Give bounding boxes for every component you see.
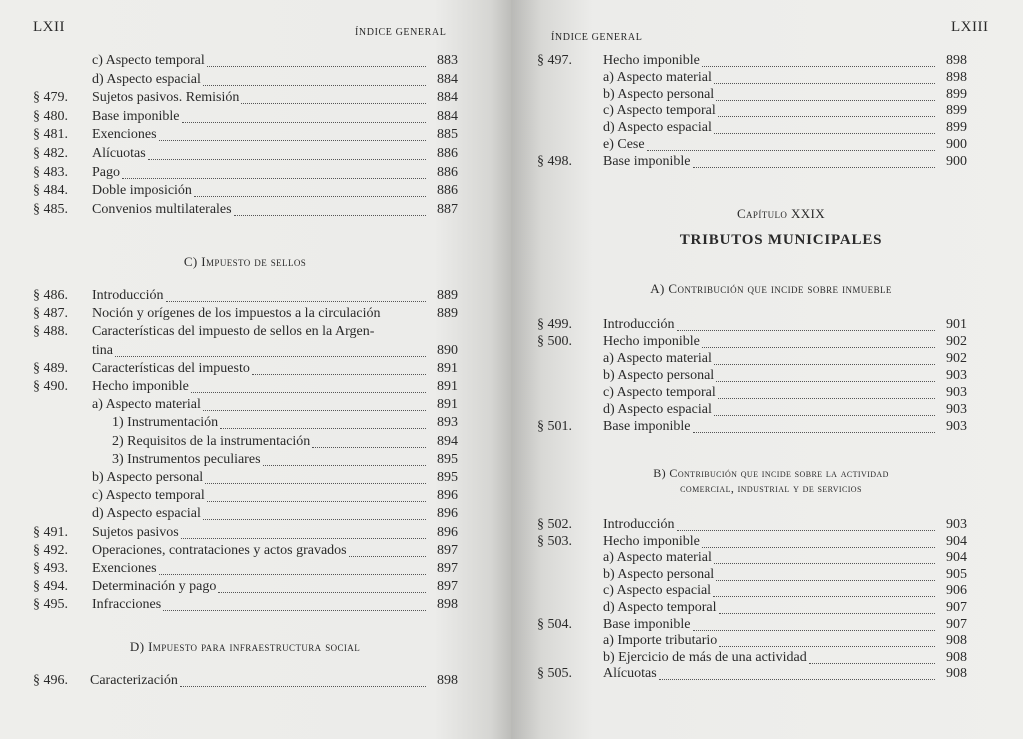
toc-entry-title: b) Aspecto personal: [603, 566, 715, 582]
toc-page-number: 885: [437, 127, 458, 143]
toc-leader-dots: [148, 158, 426, 160]
toc-entry-title: c) Aspecto temporal: [603, 385, 716, 400]
toc-entry-title: e) Cese: [603, 137, 645, 152]
toc-leader-dots: [718, 397, 935, 399]
toc-page-number: 891: [437, 397, 458, 413]
toc-entry-title: Alícuotas: [603, 666, 657, 682]
section-b-title-line2: comercial, industrial y de servicios: [680, 481, 862, 495]
toc-leader-dots: [702, 65, 935, 67]
toc-leader-dots: [207, 500, 426, 502]
toc-page-number: 898: [437, 673, 458, 688]
toc-leader-dots: [182, 121, 427, 123]
toc-leader-dots: [693, 431, 936, 433]
toc-entry: [603, 402, 967, 418]
toc-entry: [603, 385, 967, 401]
toc-entry: [603, 600, 967, 616]
toc-entry: [92, 506, 458, 522]
toc-entry: [603, 351, 967, 367]
toc-entry-title: d) Aspecto temporal: [603, 600, 717, 615]
toc-entry-title: d) Aspecto espacial: [603, 120, 712, 136]
toc-entry-title: Alícuotas: [92, 146, 146, 161]
toc-entry-title: Introducción: [92, 288, 164, 303]
section-c-heading: [0, 254, 490, 270]
toc-entry: [92, 53, 458, 69]
toc-entry-title: Operaciones, contrataciones y actos gravados: [92, 542, 347, 558]
toc-page-number: 904: [946, 550, 967, 566]
toc-leader-dots: [693, 166, 936, 168]
toc-leader-dots: [702, 346, 935, 348]
toc-entry-title: 1) Instrumentación: [112, 415, 219, 431]
toc-page-number: 894: [437, 433, 458, 449]
toc-entry-title: Exenciones: [92, 127, 157, 143]
toc-page-number: 907: [946, 616, 967, 632]
toc-section-number: § 491.: [33, 524, 68, 540]
toc-entry-title: c) Aspecto temporal: [92, 488, 205, 504]
toc-page-number: 896: [437, 506, 458, 522]
toc-leader-dots: [349, 555, 426, 557]
toc-entry-title: Base imponible: [92, 108, 180, 124]
toc-page-number: 884: [437, 90, 458, 106]
toc-section-number: § 485.: [33, 201, 68, 217]
toc-page-number: 903: [946, 368, 967, 383]
toc-page-number: 891: [437, 360, 458, 376]
toc-leader-dots: [180, 685, 426, 687]
toc-leader-dots: [166, 300, 426, 302]
section-d-heading: [0, 639, 490, 655]
toc-leader-dots: [677, 329, 935, 331]
toc-entry: [603, 137, 967, 153]
toc-page-number: 903: [946, 517, 967, 532]
toc-page-number: 886: [437, 183, 458, 199]
toc-leader-dots: [115, 355, 426, 357]
toc-entry: [603, 103, 967, 119]
toc-entry: [33, 164, 458, 181]
toc-page-number: 900: [946, 137, 967, 152]
toc-leader-dots: [159, 139, 426, 141]
toc-page-number: 907: [946, 600, 967, 615]
toc-entry: [33, 183, 458, 199]
section-b-heading: [606, 466, 936, 496]
toc-page-number: 905: [946, 566, 967, 582]
toc-page-number: 896: [437, 524, 458, 540]
toc-section-number: § 499.: [537, 317, 572, 332]
toc-leader-dots: [263, 464, 426, 466]
toc-entry-title: a) Aspecto material: [92, 397, 201, 413]
toc-leader-dots: [809, 662, 935, 664]
toc-page-number: 883: [437, 53, 458, 68]
toc-entry-title: d) Aspecto espacial: [92, 506, 201, 522]
toc-leader-dots: [159, 573, 426, 575]
toc-section-number: § 480.: [33, 108, 68, 124]
toc-section-number: § 496.: [33, 673, 68, 688]
toc-section-number: § 483.: [33, 164, 68, 180]
toc-entry: [33, 201, 458, 218]
toc-entry-title: Pago: [92, 164, 120, 180]
toc-entry: [603, 583, 967, 599]
toc-entry: [33, 324, 458, 340]
toc-page-number: 891: [437, 379, 458, 394]
toc-leader-dots: [163, 609, 426, 611]
section-a-title: A) Contribución que incide sobre inmueble: [650, 281, 892, 296]
toc-entry: [33, 673, 458, 689]
toc-entry-title: 3) Instrumentos peculiares: [112, 451, 261, 467]
toc-page-number: 887: [437, 201, 458, 217]
toc-page-number: 889: [437, 288, 458, 303]
toc-section-number: § 488.: [33, 324, 68, 340]
toc-entry-title: Introducción: [603, 517, 675, 532]
toc-entry-title: b) Aspecto personal: [603, 368, 715, 383]
toc-leader-dots: [194, 195, 426, 197]
toc-leader-dots: [718, 115, 935, 117]
chapter-title-text: TRIBUTOS MUNICIPALES: [679, 232, 883, 248]
toc-entry: [603, 120, 967, 136]
toc-entry: [603, 650, 967, 666]
toc-leader-dots: [218, 591, 426, 593]
toc-section-number: § 479.: [33, 90, 68, 106]
toc-entry-title: d) Aspecto espacial: [92, 71, 201, 87]
toc-page-number: 902: [946, 334, 967, 349]
right-folio: LXIII: [951, 19, 989, 35]
toc-entry: [33, 90, 458, 106]
toc-page-number: 903: [946, 385, 967, 400]
toc-entry-title: Exenciones: [92, 561, 157, 576]
right-page: [511, 0, 1023, 739]
toc-leader-dots: [714, 414, 935, 416]
toc-section-number: § 487.: [33, 306, 68, 322]
toc-entry-title: Sujetos pasivos. Remisión: [92, 90, 240, 106]
toc-page-number: 893: [437, 415, 458, 431]
toc-leader-dots: [122, 177, 426, 179]
toc-entry-title: a) Aspecto material: [603, 550, 712, 566]
toc-entry-title: Base imponible: [603, 153, 691, 169]
toc-page-number: 906: [946, 583, 967, 599]
toc-leader-dots: [693, 629, 936, 631]
toc-entry-title: c) Aspecto temporal: [603, 103, 716, 119]
toc-leader-dots: [714, 82, 935, 84]
toc-entry: [537, 53, 967, 69]
toc-entry: [33, 146, 458, 162]
section-d-title: D) Impuesto para infraestructura social: [129, 639, 361, 654]
toc-entry-title: Características del impuesto de sellos en la Argen-: [92, 324, 375, 340]
toc-leader-dots: [647, 149, 935, 151]
toc-entry: [603, 70, 967, 86]
toc-entry: [112, 452, 458, 468]
toc-section-number: § 486.: [33, 288, 68, 303]
toc-entry: [537, 334, 967, 350]
toc-leader-dots: [382, 319, 426, 320]
toc-section-number: § 494.: [33, 579, 68, 595]
toc-entry: [603, 633, 967, 649]
toc-entry-title: Hecho imponible: [603, 334, 700, 349]
toc-leader-dots: [312, 446, 426, 448]
toc-entry: [33, 561, 458, 577]
toc-leader-dots: [252, 373, 426, 375]
toc-section-number: § 505.: [537, 666, 572, 682]
toc-entry: [33, 597, 458, 613]
toc-page-number: 901: [946, 317, 967, 332]
toc-entry: [33, 360, 458, 377]
toc-entry: [537, 616, 967, 633]
toc-entry-title: Convenios multilaterales: [92, 201, 232, 217]
toc-entry-title: c) Aspecto espacial: [603, 583, 712, 599]
toc-entry: [92, 488, 458, 504]
toc-entry: [33, 127, 458, 143]
toc-page-number: 904: [946, 533, 967, 549]
toc-entry-title: Hecho imponible: [603, 533, 700, 549]
toc-entry-title: Introducción: [603, 317, 675, 332]
toc-page-number: 903: [946, 419, 967, 434]
toc-section-number: § 482.: [33, 146, 68, 161]
toc-section-number: § 490.: [33, 379, 68, 394]
toc-leader-dots: [719, 645, 935, 647]
toc-entry: [537, 317, 967, 333]
toc-section-number: § 502.: [537, 517, 572, 532]
left-running-title: ÍNDICE GENERAL: [355, 27, 447, 38]
toc-entry-title: Sujetos pasivos: [92, 524, 179, 540]
toc-leader-dots: [191, 391, 426, 393]
toc-leader-dots: [719, 612, 935, 614]
toc-leader-dots: [220, 427, 426, 429]
toc-page-number: 899: [946, 103, 967, 119]
toc-leader-dots: [659, 678, 935, 680]
toc-entry: [603, 550, 967, 566]
toc-leader-dots: [714, 132, 935, 134]
toc-entry: [112, 415, 458, 431]
toc-entry: [537, 153, 967, 170]
toc-page-number: 895: [437, 451, 458, 467]
toc-entry-title: a) Aspecto material: [603, 69, 712, 85]
toc-section-number: § 495.: [33, 597, 68, 613]
toc-entry-title: Hecho imponible: [603, 53, 700, 68]
toc-page-number: 884: [437, 108, 458, 124]
toc-entry-title: b) Aspecto personal: [92, 470, 204, 485]
toc-page-number: 886: [437, 164, 458, 180]
toc-page-number: 895: [437, 470, 458, 485]
toc-page-number: 889: [437, 306, 458, 322]
toc-page-number: 898: [946, 69, 967, 85]
toc-section-number: § 497.: [537, 53, 572, 68]
toc-leader-dots: [713, 595, 935, 597]
toc-entry-title: d) Aspecto espacial: [603, 402, 712, 417]
toc-leader-dots: [203, 84, 426, 86]
toc-entry-title: c) Aspecto temporal: [92, 53, 205, 68]
toc-entry: [33, 542, 458, 559]
toc-leader-dots: [203, 409, 426, 411]
toc-section-number: § 493.: [33, 561, 68, 576]
toc-entry: [603, 87, 967, 103]
chapter-label-text: Capítulo XXIX: [736, 206, 826, 221]
toc-entry-title: Noción y orígenes de los impuestos a la circulación: [92, 306, 381, 322]
toc-entry-title: Base imponible: [603, 616, 691, 632]
section-b-title-line1: B) Contribución que incide sobre la actividad: [653, 466, 889, 480]
toc-leader-dots: [205, 482, 426, 484]
toc-entry-title: Hecho imponible: [92, 379, 189, 394]
toc-page-number: 898: [946, 53, 967, 68]
toc-entry: [537, 517, 967, 533]
toc-entry: [92, 470, 458, 486]
toc-leader-dots: [716, 380, 935, 382]
toc-entry: [112, 434, 458, 450]
section-a-heading: [601, 281, 941, 297]
toc-leader-dots: [207, 65, 426, 67]
toc-entry-title: Caracterización: [90, 673, 178, 688]
toc-leader-dots: [241, 102, 426, 104]
toc-entry-title: a) Aspecto material: [603, 351, 712, 366]
toc-page-number: 908: [946, 633, 967, 649]
toc-section-number: § 489.: [33, 360, 68, 376]
toc-entry: [603, 567, 967, 583]
toc-entry: [33, 108, 458, 125]
toc-leader-dots: [181, 537, 426, 539]
toc-leader-dots: [677, 529, 935, 531]
toc-leader-dots: [716, 579, 935, 581]
toc-page-number: 898: [437, 597, 458, 613]
toc-page-number: 908: [946, 649, 967, 665]
toc-entry-title: b) Aspecto personal: [603, 86, 715, 102]
toc-section-number: § 481.: [33, 127, 68, 143]
toc-leader-dots: [714, 363, 935, 365]
toc-page-number: 897: [437, 542, 458, 558]
toc-entry: [33, 288, 458, 304]
toc-leader-dots: [716, 99, 935, 101]
toc-page-number: 897: [437, 579, 458, 595]
toc-section-number: § 484.: [33, 183, 68, 199]
toc-entry-title: Determinación y pago: [92, 579, 217, 595]
toc-leader-dots: [702, 546, 935, 548]
toc-entry-title: a) Importe tributario: [603, 633, 718, 649]
toc-entry: [603, 368, 967, 384]
toc-entry: [33, 379, 458, 395]
toc-section-number: § 498.: [537, 153, 572, 169]
toc-section-number: § 500.: [537, 334, 572, 349]
toc-leader-dots: [376, 337, 426, 338]
toc-entry-title: b) Ejercicio de más de una actividad: [603, 649, 807, 665]
right-running-title: ÍNDICE GENERAL: [551, 32, 643, 43]
toc-entry: [537, 533, 967, 550]
toc-entry: [92, 343, 458, 359]
toc-entry: [33, 306, 458, 322]
toc-page-number: 899: [946, 86, 967, 102]
toc-page-number: 900: [946, 153, 967, 169]
toc-section-number: § 504.: [537, 616, 572, 632]
chapter-label: [641, 206, 921, 222]
toc-page-number: 884: [437, 71, 458, 87]
toc-page-number: 899: [946, 120, 967, 136]
section-c-title: C) Impuesto de sellos: [183, 254, 307, 269]
left-folio: LXII: [33, 19, 65, 35]
toc-entry-title: Características del impuesto: [92, 360, 250, 376]
toc-page-number: 886: [437, 146, 458, 161]
toc-page-number: 897: [437, 561, 458, 576]
toc-entry: [33, 524, 458, 541]
toc-entry-title: Infracciones: [92, 597, 162, 613]
toc-entry: [92, 397, 458, 413]
left-page: [0, 0, 511, 739]
chapter-title: [641, 232, 921, 249]
toc-page-number: 902: [946, 351, 967, 366]
toc-entry: [537, 666, 967, 682]
toc-entry-title: Doble imposición: [92, 183, 192, 199]
toc-leader-dots: [234, 214, 426, 216]
toc-section-number: § 492.: [33, 542, 68, 558]
toc-section-number: § 501.: [537, 419, 572, 434]
toc-entry-title: 2) Requisitos de la instrumentación: [112, 433, 311, 449]
toc-page-number: 890: [437, 342, 458, 358]
toc-section-number: § 503.: [537, 533, 572, 549]
toc-entry-title: Base imponible: [603, 419, 691, 434]
toc-entry: [92, 72, 458, 88]
toc-entry: [33, 579, 458, 595]
toc-leader-dots: [714, 562, 935, 564]
toc-leader-dots: [203, 518, 426, 520]
toc-page-number: 896: [437, 488, 458, 504]
toc-page-number: 908: [946, 666, 967, 682]
toc-entry-title: tina: [92, 342, 113, 358]
toc-entry: [537, 419, 967, 435]
toc-page-number: 903: [946, 402, 967, 417]
